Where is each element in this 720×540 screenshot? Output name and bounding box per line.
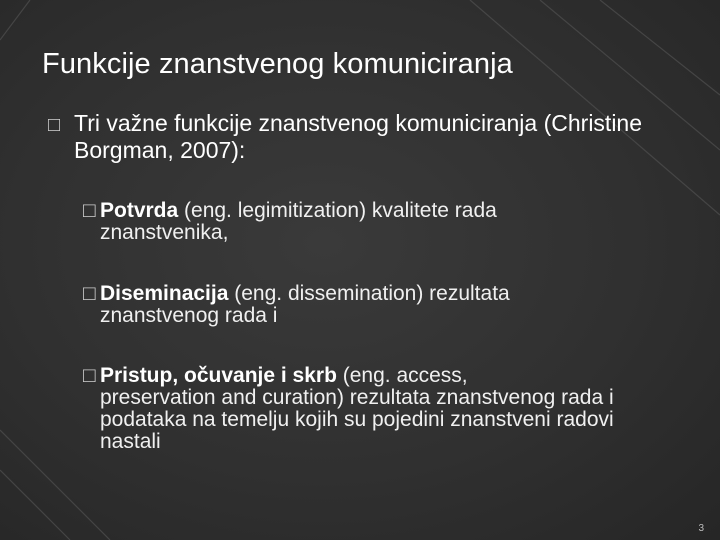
- page-number: 3: [698, 523, 704, 534]
- sub-bullet-text: (eng. access,: [336, 364, 468, 387]
- sub-bullet-continuation: znanstvenika,: [100, 221, 229, 244]
- main-bullet: [48, 110, 688, 164]
- bullet-marker: □: [83, 364, 96, 387]
- sub-bullet-term: Diseminacija: [100, 282, 229, 305]
- sub-bullet-continuation: znanstvenog rada i: [100, 304, 278, 327]
- sub-bullet-pristup: [83, 365, 643, 453]
- bullet-marker: □: [83, 199, 96, 222]
- sub-bullet-term: Potvrda: [100, 199, 179, 222]
- sub-bullet-diseminacija: [83, 283, 643, 327]
- slide-title: Funkcije znanstvenog komuniciranja: [42, 48, 513, 80]
- sub-bullet-text: (eng. dissemination) rezultata: [228, 282, 510, 305]
- bullet-marker: □: [83, 282, 96, 305]
- main-bullet-text: Tri važne funkcije znanstvenog komuniciranja (Christine Borgman, 2007):: [74, 110, 643, 163]
- sub-bullet-term: Pristup, očuvanje i skrb: [100, 364, 337, 387]
- sub-bullet-text: (eng. legimitization) kvalitete rada: [178, 199, 497, 222]
- sub-bullet-potvrda: [83, 200, 643, 244]
- bullet-marker: □: [48, 114, 61, 136]
- sub-bullet-continuation: preservation and curation) rezultata znanstvenog rada i podataka na temelju kojih su pojedini znanstveni radovi nastali: [100, 386, 614, 453]
